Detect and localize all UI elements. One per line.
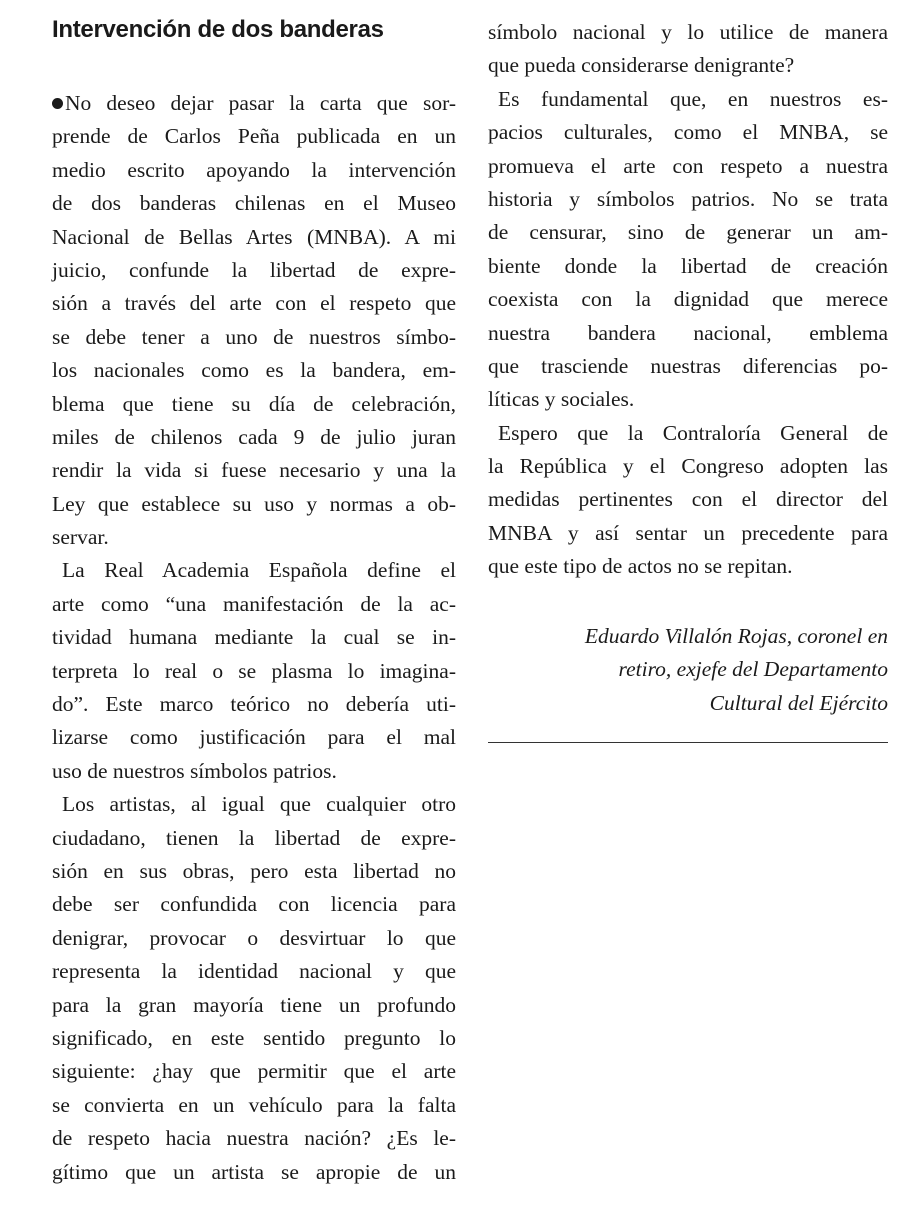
text-line: Los artistas, al igual que cualquier otro bbox=[62, 792, 456, 817]
text-line: los nacionales como es la bandera, em- bbox=[52, 358, 456, 383]
signature-line: Eduardo Villalón Rojas, coronel en bbox=[584, 624, 888, 648]
text-line: de dos banderas chilenas en el Museo bbox=[52, 191, 456, 216]
text-line: rendir la vida si fuese necesario y una la bbox=[52, 458, 456, 483]
right-column-body bbox=[488, 16, 888, 584]
text-line: denigrar, provocar o desvirtuar lo que bbox=[52, 925, 456, 950]
text-line: Nacional de Bellas Artes (MNBA). A mi bbox=[52, 224, 456, 249]
text-line: prende de Carlos Peña publicada en un bbox=[52, 124, 456, 149]
text-line: do”. Este marco teórico no debería uti- bbox=[52, 692, 456, 717]
text-line: uso de nuestros símbolos patrios. bbox=[52, 758, 337, 783]
text-line: promueva el arte con respeto a nuestra bbox=[488, 153, 888, 178]
text-line: de censurar, sino de generar un am- bbox=[488, 220, 888, 245]
text-line: MNBA y así sentar un precedente para bbox=[488, 520, 888, 545]
text-line: símbolo nacional y lo utilice de manera bbox=[488, 20, 888, 44]
text-line: se convierta en un vehículo para la falta bbox=[52, 1092, 456, 1117]
text-line: siguiente: ¿hay que permitir que el arte bbox=[52, 1059, 456, 1084]
text-line: que pueda considerarse denigrante? bbox=[488, 53, 795, 78]
text-line: gítimo que un artista se apropie de un bbox=[52, 1159, 456, 1184]
text-line: que trasciende nuestras diferencias po- bbox=[488, 353, 888, 378]
text-line: la República y el Congreso adopten las bbox=[488, 454, 888, 479]
text-line: representa la identidad nacional y que bbox=[52, 959, 456, 984]
text-line: lizarse como justificación para el mal bbox=[52, 725, 456, 750]
text-line: nuestra bandera nacional, emblema bbox=[488, 320, 888, 345]
text-line: para la gran mayoría tiene un profundo bbox=[52, 992, 456, 1017]
text-line: servar. bbox=[52, 525, 109, 550]
article-headline: Intervención de dos banderas bbox=[52, 16, 384, 43]
text-line: terpreta lo real o se plasma lo imagina- bbox=[52, 658, 456, 683]
text-line: arte como “una manifestación de la ac- bbox=[52, 591, 456, 616]
text-line: pacios culturales, como el MNBA, se bbox=[488, 120, 888, 145]
text-line: se debe tener a uno de nuestros símbo- bbox=[52, 324, 456, 349]
text-line: La Real Academia Española define el bbox=[62, 558, 456, 583]
text-line: blema que tiene su día de celebración, bbox=[52, 391, 456, 416]
text-line: coexista con la dignidad que merece bbox=[488, 287, 888, 312]
text-line: medio escrito apoyando la intervención bbox=[52, 157, 456, 182]
text-line: medidas pertinentes con el director del bbox=[488, 487, 888, 512]
signature-line: retiro, exjefe del Departamento bbox=[618, 657, 888, 682]
text-line: que este tipo de actos no se repitan. bbox=[488, 554, 793, 579]
text-line: significado, en este sentido pregunto lo bbox=[52, 1025, 456, 1050]
left-column-body bbox=[52, 87, 456, 1189]
text-line: Espero que la Contraloría General de bbox=[498, 420, 888, 445]
bullet-icon bbox=[52, 98, 63, 109]
text-line: No deseo dejar pasar la carta que sor- bbox=[52, 87, 456, 120]
text-line: debe ser confundida con licencia para bbox=[52, 892, 456, 917]
text-line: líticas y sociales. bbox=[488, 387, 635, 412]
closing-rule bbox=[488, 742, 888, 743]
author-signature bbox=[488, 620, 888, 720]
text-line: de respeto hacia nuestra nación? ¿Es le- bbox=[52, 1126, 456, 1151]
text-line: tividad humana mediante la cual se in- bbox=[52, 625, 456, 650]
text-line: juicio, confunde la libertad de expre- bbox=[52, 257, 456, 282]
signature-line: Cultural del Ejército bbox=[709, 690, 888, 715]
text-line: Ley que establece su uso y normas a ob- bbox=[52, 491, 456, 516]
text-line: historia y símbolos patrios. No se trata bbox=[488, 186, 888, 211]
text-line: ciudadano, tienen la libertad de expre- bbox=[52, 825, 456, 850]
text-line: miles de chilenos cada 9 de julio juran bbox=[52, 424, 456, 449]
text-line: sión en sus obras, pero esta libertad no bbox=[52, 858, 456, 883]
text-line: biente donde la libertad de creación bbox=[488, 253, 888, 278]
text-line: sión a través del arte con el respeto que bbox=[52, 291, 456, 316]
text-line: Es fundamental que, en nuestros es- bbox=[498, 86, 888, 111]
